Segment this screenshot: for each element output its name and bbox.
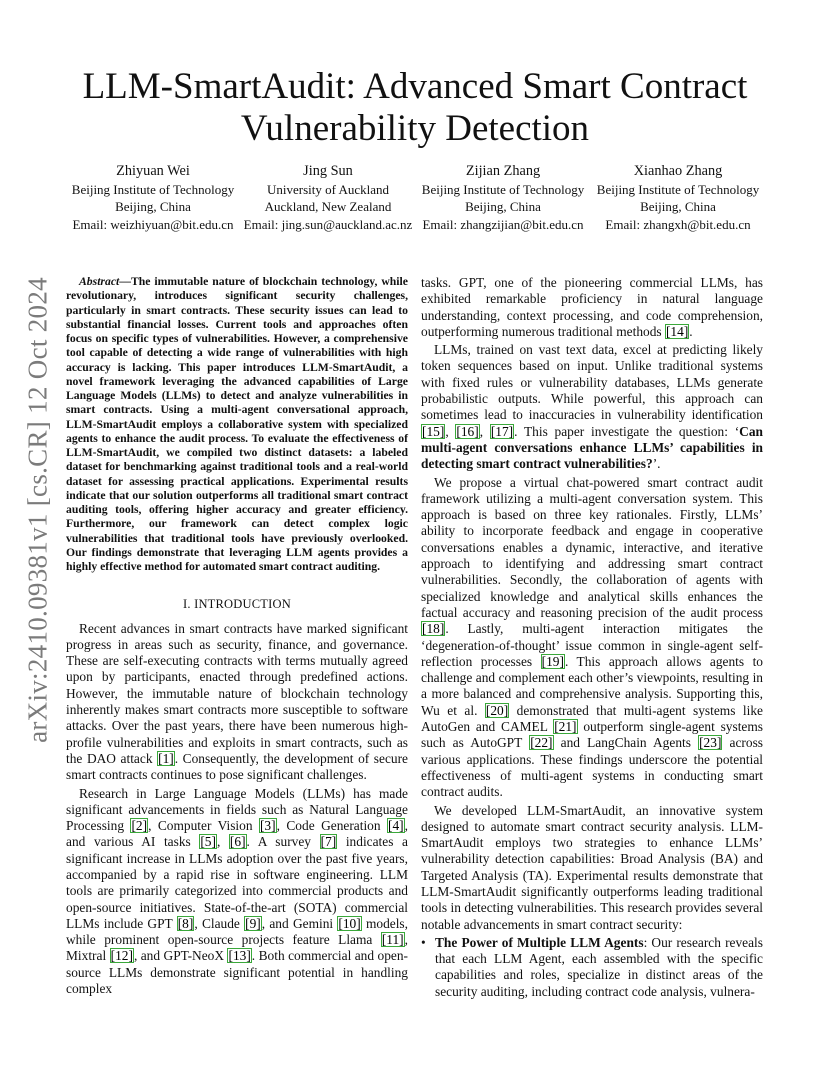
left-column bbox=[66, 275, 408, 999]
citation-link[interactable]: [9] bbox=[245, 915, 261, 931]
author-name: Xianhao Zhang bbox=[633, 163, 723, 179]
citation-link[interactable]: [20] bbox=[485, 702, 509, 718]
citation-link[interactable]: [21] bbox=[554, 719, 577, 735]
citation-link[interactable]: [10] bbox=[338, 915, 361, 931]
right-paragraph-1: LLMs, trained on vast text data, excel at predicting likely token sequences based on input. Unlike traditional systems with fixed rules or vulnerability databases, LLMs generate probabilistic outputs. While powerful, this approach can sometimes lead to inaccuracies in vulnerability identification [15], [16], [17]. This paper investigate the question: ‘Can multi-agent conversations enhance LLMs’ capabilities in detecting smart contract vulnerabilities?’. bbox=[421, 342, 763, 472]
citation-link[interactable]: [15] bbox=[422, 423, 445, 439]
citation-link[interactable]: [17] bbox=[490, 423, 514, 439]
abstract bbox=[66, 275, 408, 574]
citation-link[interactable]: [2] bbox=[131, 818, 148, 834]
author-3 bbox=[416, 161, 590, 233]
author-2 bbox=[242, 161, 414, 233]
citation-link[interactable]: [3] bbox=[259, 818, 276, 834]
paper-title: LLM-SmartAudit: Advanced Smart Contract Vulnerability Detection bbox=[82, 66, 748, 149]
right-paragraph-2: We propose a virtual chat-powered smart contract audit framework utilizing a multi-agent conversation system. This approach is based on three key rationales. Firstly, LLMs’ ability to incorporate feedback and engage in cooperative conversations enables a dynamic, interactive, and iterative approach to identifying and addressing smart contract vulnerabilities. Secondly, the collaboration of agents with specialized knowledge and analytical skills enhances the factual accuracy and reasoning precision of the audit process [18]. Lastly, multi-agent interaction mitigates the ‘degeneration-of-thought’ issue common in single-agent self-reflection processes [19]. This approach allows agents to challenge and complement each other’s viewpoints, resulting in a more balanced and comprehensive analysis. Supporting this, Wu et al. [20] demonstrated that multi-agent systems like AutoGen and CAMEL [21] outperform single-agent systems such as AutoGPT [22] and LangChain Agents [23] across various applications. These findings underscore the potential effectiveness of multi-agent systems in conducting smart contract audits. bbox=[421, 474, 764, 800]
author-name: Zhiyuan Wei bbox=[116, 163, 190, 179]
citation-link[interactable]: [8] bbox=[177, 915, 194, 931]
author-block bbox=[66, 161, 766, 231]
author-location: Beijing, China bbox=[640, 199, 716, 215]
author-location: Beijing, China bbox=[465, 199, 541, 215]
research-question: Can multi-agent conversations enhance LLMs’ capabilities in detecting smart contract vulnerabilities? bbox=[421, 423, 763, 472]
citation-link[interactable]: [22] bbox=[530, 735, 553, 751]
author-affiliation: Beijing Institute of Technology bbox=[421, 182, 585, 197]
arxiv-identifier: arXiv:2410.09381v1 [cs.CR] 12 Oct 2024 bbox=[22, 277, 53, 743]
citation-link[interactable]: [4] bbox=[388, 818, 404, 834]
author-affiliation: Beijing Institute of Technology bbox=[71, 182, 235, 197]
author-name: Zijian Zhang bbox=[465, 163, 541, 179]
citation-link[interactable]: [18] bbox=[422, 621, 445, 637]
citation-link[interactable]: [7] bbox=[320, 834, 337, 850]
contribution-bullet-1: • The Power of Multiple LLM Agents: Our research reveals that each LLM Agent, each assembled with the specific capabilities and roles, specialize in distinct areas of the security auditing, including contract code analysis, vulnera- bbox=[421, 935, 763, 1000]
citation-link[interactable]: [16] bbox=[456, 423, 479, 439]
citation-link[interactable]: [6] bbox=[229, 834, 246, 850]
right-paragraph-0: tasks. GPT, one of the pioneering commercial LLMs, has exhibited remarkable proficiency in natural language understanding, context processing, and code comprehension, outperforming numerous traditional methods [14]. bbox=[421, 275, 763, 339]
author-1 bbox=[66, 161, 240, 233]
section-heading-introduction: I. INTRODUCTION bbox=[183, 597, 291, 612]
bullet-title: The Power of Multiple LLM Agents bbox=[435, 934, 644, 950]
citation-link[interactable]: [12] bbox=[110, 948, 133, 964]
right-column bbox=[421, 275, 763, 1002]
citation-link[interactable]: [11] bbox=[381, 932, 404, 948]
author-name: Jing Sun bbox=[303, 163, 353, 179]
author-4 bbox=[590, 161, 766, 233]
author-email: Email: jing.sun@auckland.ac.nz bbox=[243, 216, 413, 232]
author-email: Email: zhangxh@bit.edu.cn bbox=[605, 216, 751, 232]
author-affiliation: University of Auckland bbox=[266, 182, 390, 197]
intro-paragraph-2: Research in Large Language Models (LLMs) has made significant advancements in fields such as Natural Language Processing [2], Computer Vision [3], Code Generation [4], and various AI tasks [5], [6]. A survey [7] indicates a significant increase in LLMs adoption over the past five years, accompanied by a rapid rise in software engineering. LLM tools are primarily categorized into commercial products and open-source initiatives. State-of-the-art (SOTA) commercial LLMs include GPT [8], Claude [9], and Gemini [10] models, while prominent open-source projects feature Llama [11], Mixtral [12], and GPT-NeoX [13]. Both commercial and open-source LLMs demonstrate significant potential in handling complex bbox=[66, 785, 409, 997]
intro-paragraph-1: Recent advances in smart contracts have marked significant progress in areas such as security, finance, and governance. These are self-executing contracts with terms mutually agreed upon by participants, enacted through predefined actions. However, the immutable nature of blockchain technology inherently makes smart contracts more susceptible to software attacks. Over the past years, there have been numerous high-profile vulnerabilities and exploits in smart contracts, such as the DAO attack [1]. Consequently, the development of secure smart contracts continues to pose significant challenges. bbox=[66, 620, 409, 783]
arxiv-sidebar bbox=[18, 277, 58, 743]
citation-link[interactable]: [1] bbox=[158, 750, 174, 766]
author-email: Email: zhangzijian@bit.edu.cn bbox=[422, 216, 584, 232]
citation-link[interactable]: [14] bbox=[665, 323, 689, 339]
author-location: Auckland, New Zealand bbox=[264, 199, 392, 215]
citation-link[interactable]: [13] bbox=[228, 948, 251, 964]
right-paragraph-3: We developed LLM-SmartAudit, an innovative system designed to automate smart contract security analysis. LLM-SmartAudit employs two strategies to enhance LLMs’ vulnerability detection capabilities: Broad Analysis (BA) and Targeted Analysis (TA). Experimental results demonstrate that LLM-SmartAudit significantly outperforms leading traditional tools in detecting vulnerabilities. This research provides several notable advancements in smart contract security: bbox=[421, 802, 763, 932]
citation-link[interactable]: [5] bbox=[200, 834, 216, 850]
citation-link[interactable]: [23] bbox=[699, 735, 722, 751]
author-affiliation: Beijing Institute of Technology bbox=[596, 182, 760, 197]
author-email: Email: weizhiyuan@bit.edu.cn bbox=[72, 216, 234, 232]
abstract-label: Abstract bbox=[79, 275, 120, 288]
abstract-text: —The immutable nature of blockchain technology, while revolutionary, introduces significant security challenges, particularly in smart contracts. These security issues can lead to substantial financial losses. Current tools and approaches often focus on specific types of vulnerabilities. However, a comprehensive tool capable of detecting a wide range of vulnerabilities with high accuracy is lacking. This paper introduces LLM-SmartAudit, a novel framework leveraging the advanced capabilities of Large Language Models (LLMs) to detect and analyze vulnerabilities in smart contracts. Using a multi-agent conversational approach, LLM-SmartAudit employs a collaborative system with specialized agents to enhance the audit process. To evaluate the effectiveness of LLM-SmartAudit, we compiled two distinct datasets: a labeled dataset for benchmarking against traditional tools and a real-world dataset for assessing practical applications. Experimental results indicate that our solution outperforms all traditional smart contract auditing tools, offering higher accuracy and greater efficiency. Furthermore, our framework can detect complex logic vulnerabilities that traditional tools have previously overlooked. Our findings demonstrate that leveraging LLM agents provides a highly effective method for automated smart contract auditing. bbox=[66, 275, 408, 573]
author-location: Beijing, China bbox=[115, 199, 191, 215]
citation-link[interactable]: [19] bbox=[541, 653, 564, 669]
